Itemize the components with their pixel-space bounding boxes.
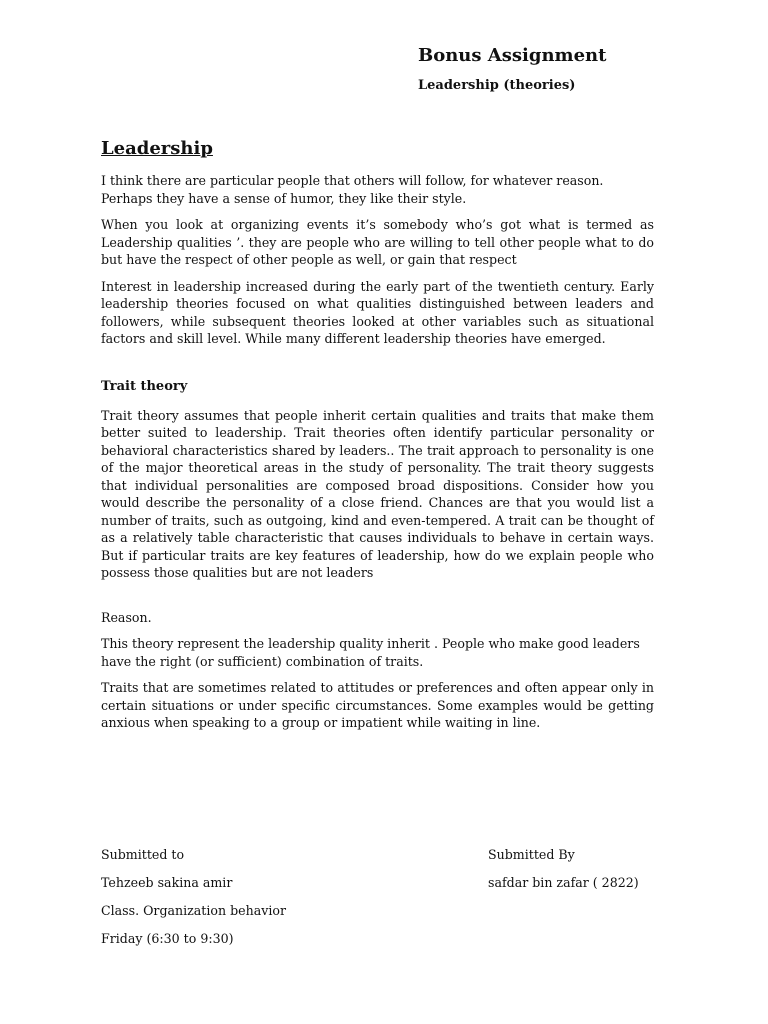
reason-paragraph: This theory represent the leadership quality inherit . People who make good leaders have the right (or sufficient) combination of traits. — [101, 636, 640, 669]
submitted-by-block — [488, 845, 738, 901]
document-body — [101, 137, 654, 741]
leadership-heading: Leadership — [101, 138, 213, 159]
time-line: Friday (6:30 to 9:30) — [101, 931, 234, 946]
submitted-to-name: Tehzeeb sakina amir — [101, 875, 233, 890]
body-paragraph: I think there are particular people that others will follow, for whatever reason. Perhaps they have a sense of humor, they like their style. — [101, 173, 604, 206]
reason-paragraph: Traits that are sometimes related to attitudes or preferences and often appear only in certain situations or under specific circumstances. Some examples would be getting anxious when speaking to a group or impatient while waiting in line. — [101, 680, 654, 730]
assignment-subtitle: Leadership (theories) — [418, 78, 576, 93]
submitted-to-block — [101, 845, 401, 957]
trait-theory-paragraph: Trait theory assumes that people inherit certain qualities and traits that make them better suited to leadership. Trait theories often identify particular personality or behavioral characteristics shared by leaders.. The trait approach to personality is one of the major theoretical areas in the study of personality. The trait theory suggests that individual personalities are composed broad dispositions. Consider how you would describe the personality of a close friend. Chances are that you would list a number of traits, such as outgoing, kind and even-tempered. A trait can be thought of as a relatively table characteristic that causes individuals to behave in certain ways. But if particular traits are key features of leadership, how do we explain people who possess those qualities but are not leaders — [101, 407, 654, 580]
submitted-by-label: Submitted By — [488, 847, 575, 862]
submitted-by-name: safdar bin zafar ( 2822) — [488, 875, 639, 890]
assignment-title: Bonus Assignment — [418, 45, 607, 66]
trait-theory-heading: Trait theory — [101, 378, 188, 394]
reason-label: Reason. — [101, 609, 152, 625]
body-paragraph: Interest in leadership increased during the early part of the twentieth century. Early leadership theories focused on what qualities distinguished between leaders and followers, while subsequent theories looked at other variables such as situational factors and skill level. While many different leadership theories have emerged. — [101, 278, 654, 346]
submitted-to-label: Submitted to — [101, 847, 185, 862]
body-paragraph: When you look at organizing events it’s somebody who’s got what is termed as Leadership qualities ’. they are people who are willing to tell other people what to do but have the respect of other people as well, or gain that respect — [101, 217, 654, 267]
class-line: Class. Organization behavior — [101, 903, 286, 918]
